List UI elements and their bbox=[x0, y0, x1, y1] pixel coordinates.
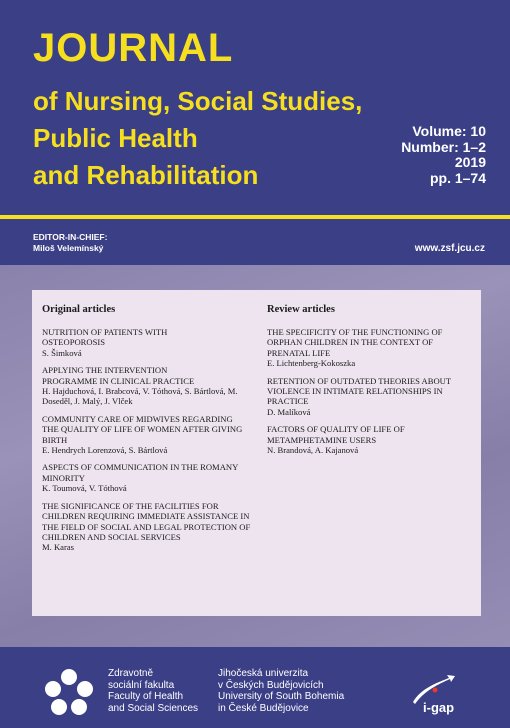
journal-subtitle-line-1: of Nursing, Social Studies, bbox=[33, 86, 363, 116]
university-name bbox=[218, 668, 344, 714]
article-item bbox=[42, 462, 267, 493]
article-authors: E. Hendrych Lorenzová, S. Bártlová bbox=[42, 445, 168, 456]
article-item bbox=[267, 376, 477, 418]
article-item bbox=[42, 327, 267, 358]
article-authors: K. Toumová, V. Tóthová bbox=[42, 483, 127, 494]
article-item bbox=[42, 365, 267, 407]
faculty-name-line: Faculty of Health bbox=[108, 691, 184, 702]
volume-label: Volume: 10 bbox=[412, 123, 486, 139]
review-articles-heading: Review articles bbox=[267, 304, 335, 315]
article-item bbox=[267, 327, 477, 369]
editor-label: EDITOR-IN-CHIEF: bbox=[33, 232, 108, 242]
university-name-line: in České Budějovice bbox=[218, 702, 309, 714]
editor-block bbox=[33, 232, 107, 254]
faculty-logo-icon bbox=[44, 668, 94, 716]
faculty-name-line: sociální fakulta bbox=[108, 679, 175, 691]
article-title: NUTRITION OF PATIENTS WITH OSTEOPOROSIS bbox=[42, 327, 168, 348]
article-authors: D. Malíková bbox=[267, 406, 311, 417]
editor-name: Miloš Velemínský bbox=[33, 243, 104, 253]
university-name-line: University of South Bohemia bbox=[218, 691, 345, 702]
pages-label: pp. 1–74 bbox=[429, 169, 486, 186]
igap-logo-icon bbox=[405, 668, 475, 716]
contents-panel bbox=[32, 290, 481, 616]
year-label: 2019 bbox=[454, 154, 486, 170]
faculty-name-line: and Social Sciences bbox=[108, 702, 199, 714]
university-name-line: Jihočeská univerzita bbox=[218, 668, 309, 679]
website-url[interactable]: www.zsf.jcu.cz bbox=[414, 243, 485, 254]
original-articles-heading: Original articles bbox=[42, 304, 116, 315]
article-item bbox=[42, 501, 267, 553]
journal-subtitle-line-2: Public Health bbox=[33, 123, 198, 153]
article-title: COMMUNITY CARE OF MIDWIVES REGARDING THE QUALITY OF LIFE OF WOMEN AFTER GIVING BIRTH bbox=[42, 413, 243, 445]
university-name-line: v Českých Budějovicích bbox=[218, 679, 324, 691]
divider-line bbox=[0, 215, 510, 219]
article-title: RETENTION OF OUTDATED THEORIES ABOUT VIOLENCE IN INTIMATE RELATIONSHIPS IN PRACTICE bbox=[267, 375, 451, 407]
journal-title: JOURNAL bbox=[33, 26, 234, 70]
faculty-name bbox=[108, 668, 198, 714]
original-articles-column bbox=[42, 304, 267, 560]
article-title: FACTORS OF QUALITY OF LIFE OF METAMPHETAMINE USERS bbox=[267, 424, 405, 445]
article-authors: S. Šimková bbox=[42, 347, 82, 358]
issue-info bbox=[401, 124, 486, 186]
number-label: Number: 1–2 bbox=[401, 138, 486, 155]
article-authors: N. Brandová, A. Kajanová bbox=[267, 445, 359, 456]
gap-logo-text: i-gap bbox=[423, 700, 455, 715]
article-item bbox=[42, 414, 267, 456]
article-authors: M. Karas bbox=[42, 542, 74, 553]
journal-subtitle-line-3: and Rehabilitation bbox=[33, 160, 259, 190]
article-authors: E. Lichtenberg-Kokoszka bbox=[267, 358, 356, 369]
faculty-name-line: Zdravotně bbox=[108, 668, 154, 679]
article-title: ASPECTS OF COMMUNICATION IN THE ROMANY MINORITY bbox=[42, 462, 239, 483]
article-title: THE SPECIFICITY OF THE FUNCTIONING OF ORPHAN CHILDREN IN THE CONTEXT OF PRENATAL LIFE bbox=[267, 327, 443, 358]
article-title: APPLYING THE INTERVENTION PROGRAMME IN CLINICAL PRACTICE bbox=[42, 365, 195, 386]
article-authors: H. Hajduchová, I. Brabcová, V. Tóthová, S. Bártlová, M. Doseděl, J. Malý, J. Vlček bbox=[42, 386, 238, 407]
review-articles-column bbox=[267, 304, 477, 462]
article-title: THE SIGNIFICANCE OF THE FACILITIES FOR CHILDREN REQUIRING IMMEDIATE ASSISTANCE IN THE FIELD OF SOCIAL AND LEGAL PROTECTION OF CHILDREN AND SOCIAL SERVICES bbox=[42, 500, 251, 542]
article-item bbox=[267, 424, 477, 455]
